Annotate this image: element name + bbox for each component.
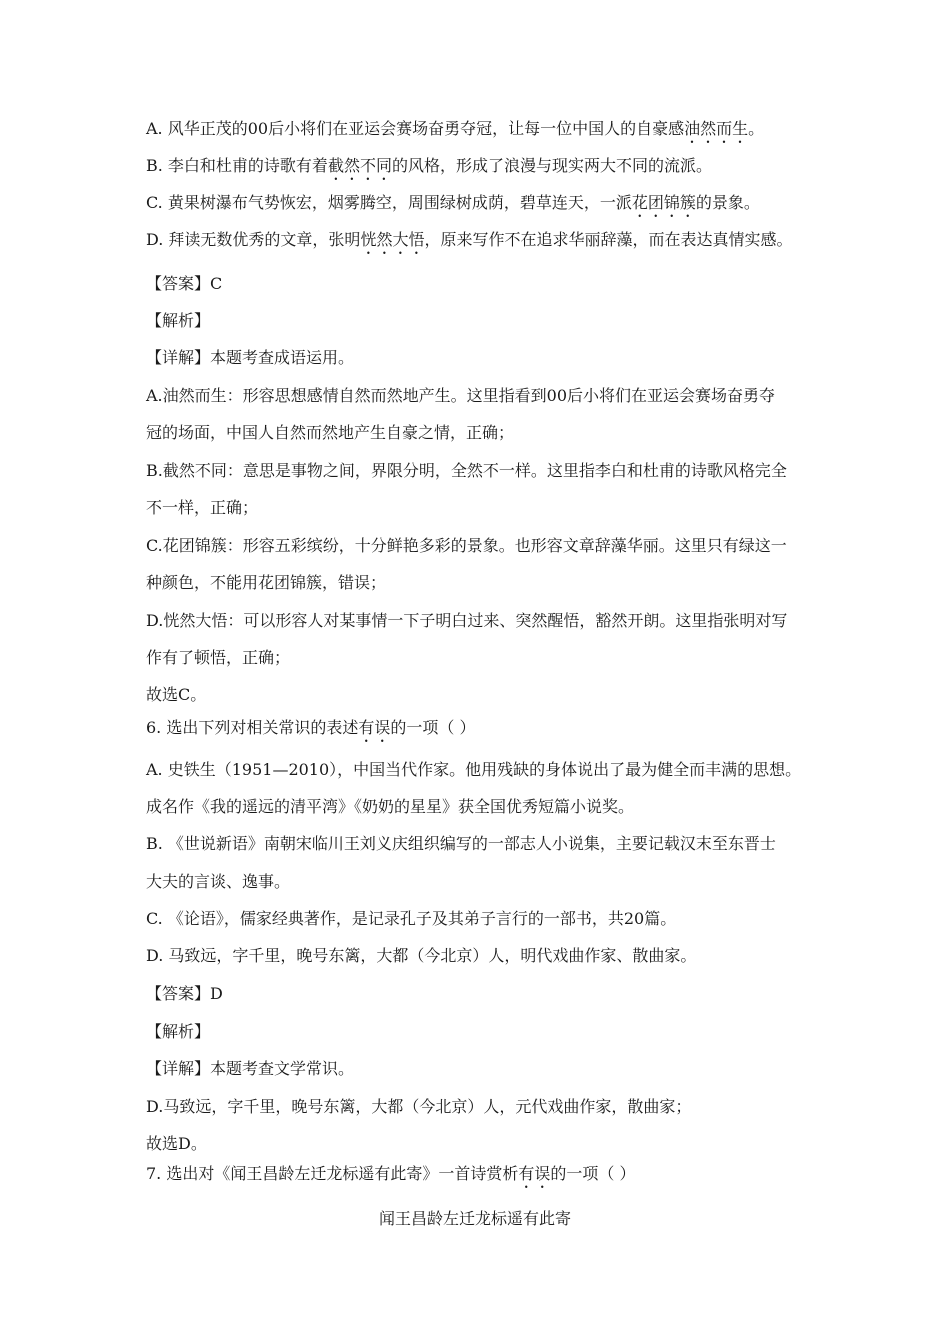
stem-text: 6. 选出下列对相关常识的表述	[146, 718, 359, 737]
q6-option-line: B. 《世说新语》南朝宋临川王刘义庆组织编写的一部志人小说集，主要记载汉末至东晋士	[146, 834, 776, 853]
option-text: A. 风华正茂的00后小将们在亚运会赛场奋勇夺冠，让每一位中国人的自豪感	[146, 119, 685, 138]
q5-explanation-line: 作有了顿悟，正确；	[146, 648, 291, 667]
q5-explanation-line: A.油然而生：形容思想感情自然而然地产生。这里指看到00后小将们在亚运会赛场奋勇夺	[146, 386, 776, 405]
q6-option-line: 成名作《我的遥远的清平湾》《奶奶的星星》获全国优秀短篇小说奖。	[146, 797, 635, 816]
emphasized-idiom: 花团锦簇	[631, 193, 696, 212]
stem-text: 的一项（ ）	[390, 718, 476, 737]
emphasized-word: 有误	[358, 718, 391, 737]
q6-option-line: A. 史铁生（1951—2010），中国当代作家。他用残缺的身体说出了最为健全而丰满的思想。	[146, 760, 802, 779]
q5-explanation-line: C.花团锦簇：形容五彩缤纷，十分鲜艳多彩的景象。也形容文章辞藻华丽。这里只有绿这一	[146, 536, 787, 555]
q5-detail: 【详解】本题考查成语运用。	[146, 348, 355, 367]
option-text: C. 黄果树瀑布气势恢宏，烟雾腾空，周围绿树成荫，碧草连天，一派	[146, 193, 632, 212]
stem-text: 7. 选出对《闻王昌龄左迁龙标遥有此寄》一首诗赏析	[146, 1164, 519, 1183]
q6-analysis-heading: 【解析】	[146, 1022, 211, 1041]
q6-answer: 【答案】D	[146, 984, 223, 1003]
q5-explanation-line: B.截然不同：意思是事物之间，界限分明，全然不一样。这里指李白和杜甫的诗歌风格完全	[146, 461, 787, 480]
q7-stem	[146, 1163, 635, 1192]
q5-explanation-line: 不一样，正确；	[146, 498, 259, 517]
emphasized-word: 有误	[518, 1164, 551, 1183]
q6-option-line: 大夫的言谈、逸事。	[146, 872, 291, 891]
q5-option-b	[146, 155, 712, 184]
q5-analysis-heading: 【解析】	[146, 311, 211, 330]
q5-option-d	[146, 229, 792, 258]
poem-title: 闻王昌龄左迁龙标遥有此寄	[378, 1209, 571, 1228]
option-text: B. 李白和杜甫的诗歌有着	[146, 156, 328, 175]
q5-option-c	[146, 192, 760, 221]
q6-explanation: D.马致远，字千里，晚号东篱，大都（今北京）人，元代戏曲作家，散曲家；	[146, 1097, 692, 1116]
q6-option-line: C. 《论语》，儒家经典著作，是记录孔子及其弟子言行的一部书，共20篇。	[146, 909, 677, 928]
q5-conclusion: 故选C。	[146, 685, 207, 704]
q6-option-line: D. 马致远，字千里，晚号东篱，大都（今北京）人，明代戏曲作家、散曲家。	[146, 946, 697, 965]
q5-explanation-line: 冠的场面，中国人自然而然地产生自豪之情，正确；	[146, 423, 515, 442]
q6-stem	[146, 717, 475, 746]
q5-answer: 【答案】C	[146, 274, 223, 293]
emphasized-idiom: 恍然大悟	[360, 230, 425, 249]
q5-option-a	[146, 118, 764, 147]
option-text: 。	[748, 119, 765, 138]
q5-explanation-line: D.恍然大悟：可以形容人对某事情一下子明白过来、突然醒悟，豁然开朗。这里指张明对写	[146, 611, 788, 630]
emphasized-idiom: 截然不同	[327, 156, 392, 175]
q6-detail: 【详解】本题考查文学常识。	[146, 1059, 355, 1078]
q6-conclusion: 故选D。	[146, 1134, 207, 1153]
option-text: ，原来写作不在追求华丽辞藻，而在表达真情实感。	[424, 230, 793, 249]
stem-text: 的一项（ ）	[550, 1164, 636, 1183]
option-text: 的景象。	[695, 193, 760, 212]
q5-explanation-line: 种颜色，不能用花团锦簇，错误；	[146, 573, 387, 592]
emphasized-idiom: 油然而生	[684, 119, 749, 138]
option-text: D. 拜读无数优秀的文章，张明	[146, 230, 361, 249]
option-text: 的风格，形成了浪漫与现实两大不同的流派。	[391, 156, 712, 175]
